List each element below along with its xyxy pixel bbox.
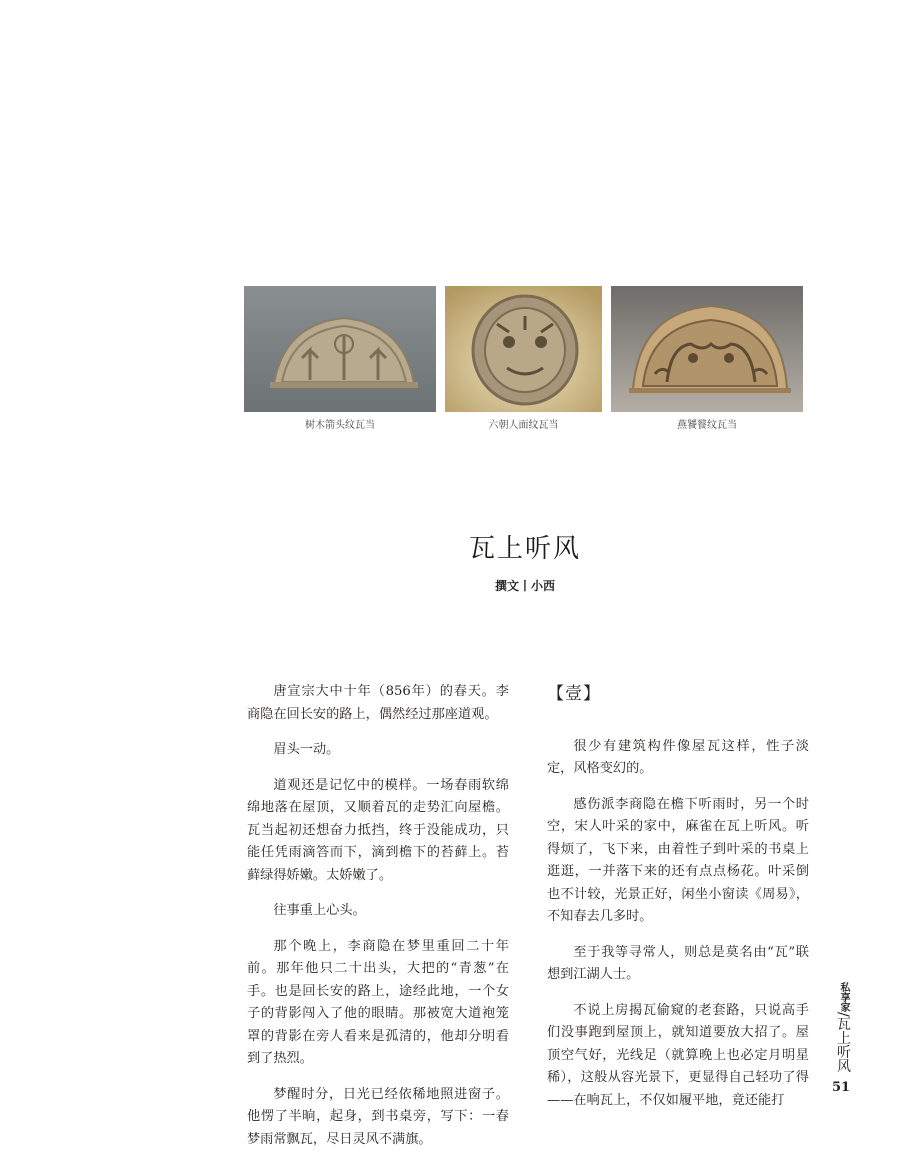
paragraph: 眉头一动。 bbox=[273, 742, 340, 757]
paragraph: 梦醒时分，日光已经依稀地照进窗子。他愣了半晌，起身，到书桌旁，写下：一春梦雨常飘瓦，尽日灵风不满旗。 bbox=[247, 1086, 509, 1147]
figure-caption: 六朝人面纹瓦当 bbox=[488, 420, 559, 431]
article-byline: 撰文丨小西 bbox=[494, 579, 555, 593]
figure-caption: 燕饕餮纹瓦当 bbox=[677, 420, 737, 431]
column-separator: / bbox=[835, 1012, 851, 1017]
tree-arrow-eave-tile-icon bbox=[244, 286, 436, 412]
page-number: 51 bbox=[831, 1080, 851, 1095]
article-column-right bbox=[547, 681, 809, 1125]
paragraph: 很少有建筑构件像屋瓦这样，性子淡定，风格变幻的。 bbox=[547, 738, 809, 776]
column-sidebar-label bbox=[831, 982, 853, 1073]
taotie-eave-tile-icon bbox=[611, 286, 803, 412]
figure-caption: 树木箭头纹瓦当 bbox=[305, 420, 375, 431]
section-name: 瓦上听风 bbox=[835, 1016, 851, 1073]
human-face-eave-tile-icon bbox=[445, 286, 602, 412]
paragraph: 那个晚上，李商隐在梦里重回二十年前。那年他只二十出头，大把的“青葱”在手。也是回长安的路上，途经此地，一个女子的背影闯入了他的眼睛。那被宽大道袍笼罩的背影在旁人看来是孤清的，他却分明看到了热烈。 bbox=[247, 938, 509, 1066]
paragraph: 不说上房揭瓦偷窥的老套路，只说高手们没事跑到屋顶上，就知道要放大招了。屋顶空气好，光线足（就算晚上也必定月明星稀），这般从容光景下，更显得自己轻功了得——在响瓦上，不仅如履平地，竟还能打 bbox=[547, 1002, 809, 1108]
section-heading: 【壹】 bbox=[547, 684, 601, 704]
article-column-left bbox=[247, 681, 509, 1164]
paragraph: 至于我等寻常人，则总是莫名由“瓦”联想到江湖人士。 bbox=[547, 944, 809, 982]
column-name: 私享家 bbox=[838, 982, 849, 1012]
figure-taotie-tile bbox=[611, 286, 803, 412]
paragraph: 感伤派李商隐在檐下听雨时，另一个时空，宋人叶采的家中，麻雀在瓦上听风。听得烦了，飞下来，由着性子到叶采的书桌上逛逛，一并落下来的还有点点杨花。叶采倒也不计较，光景正好，闲坐小窗读《周易》，不知春去几多时。 bbox=[547, 796, 809, 924]
paragraph: 唐宣宗大中十年（856年）的春天。李商隐在回长安的路上，偶然经过那座道观。 bbox=[247, 684, 509, 722]
figure-tree-arrow-tile bbox=[244, 286, 436, 412]
figure-human-face-tile bbox=[445, 286, 602, 412]
paragraph: 往事重上心头。 bbox=[273, 903, 366, 918]
article-title: 瓦上听风 bbox=[468, 534, 581, 564]
paragraph: 道观还是记忆中的模样。一场春雨软绵绵地落在屋顶，又顺着瓦的走势汇向屋檐。瓦当起初还想奋力抵挡，终于没能成功，只能任凭雨滴答而下，滴到檐下的苔藓上。苔藓绿得娇嫩。太娇嫩了。 bbox=[247, 777, 509, 883]
